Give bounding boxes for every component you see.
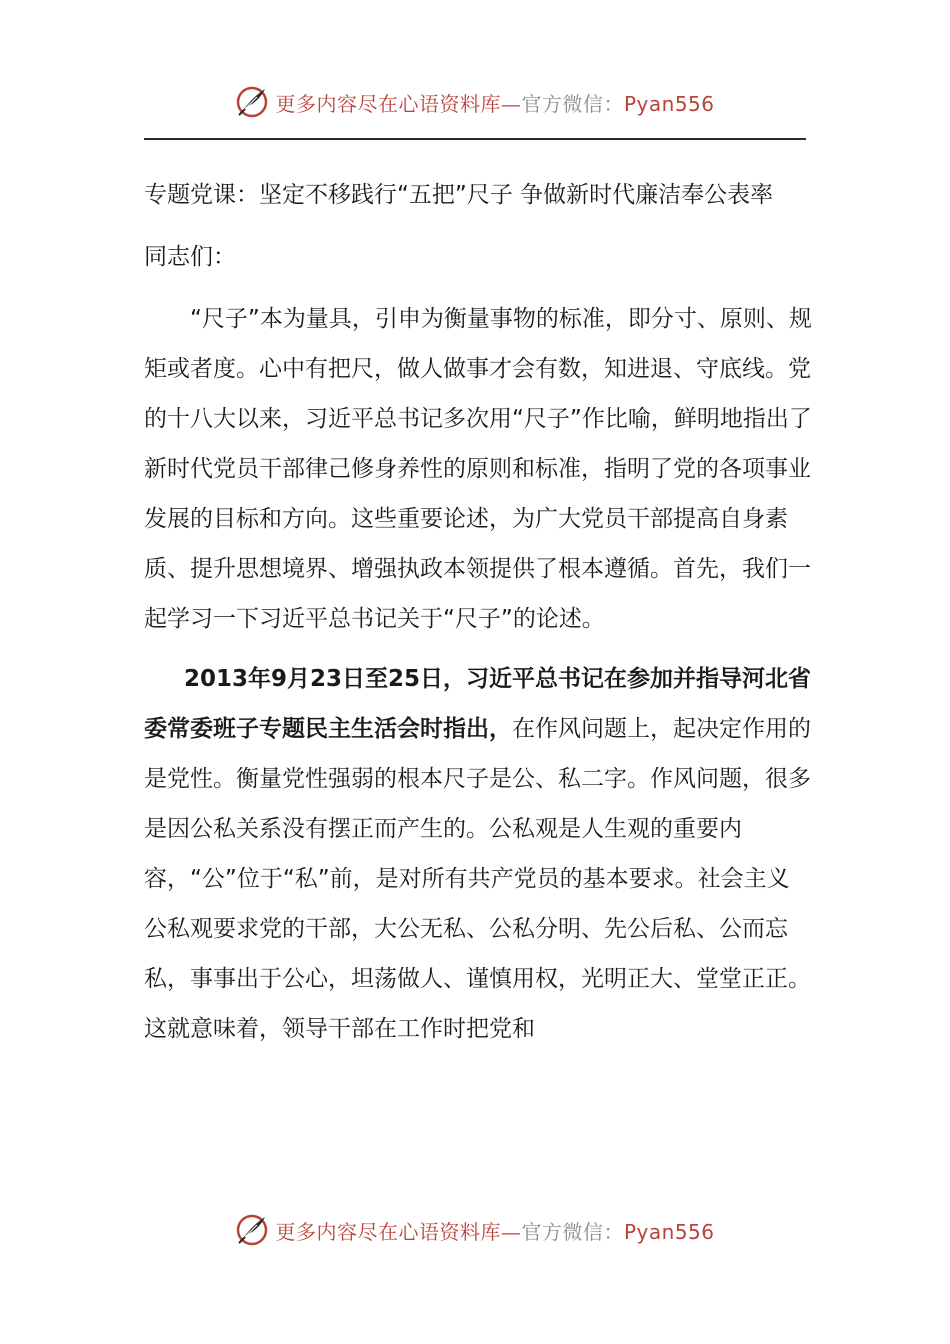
footer-banner-main: 更多内容尽在心语资料库 bbox=[275, 1219, 501, 1244]
header-banner-wechat-id: Pyan556 bbox=[623, 91, 715, 116]
header-banner bbox=[0, 80, 950, 124]
header-divider bbox=[144, 138, 806, 140]
header-banner-text bbox=[275, 88, 714, 117]
footer-banner-text bbox=[275, 1216, 714, 1245]
greeting: 同志们： bbox=[144, 244, 236, 270]
quill-logo-icon bbox=[235, 85, 269, 119]
paragraph-2 bbox=[144, 654, 812, 1054]
footer-banner-wechat-id: Pyan556 bbox=[623, 1219, 715, 1244]
footer-banner bbox=[0, 1208, 950, 1252]
document-title: 专题党课：坚定不移践行“五把”尺子 争做新时代廉洁奉公表率 bbox=[144, 182, 774, 208]
document-body bbox=[144, 170, 812, 1054]
header-banner-wechat-label: 官方微信： bbox=[521, 91, 624, 116]
footer-banner-dash: — bbox=[500, 1219, 522, 1244]
header-banner-dash: — bbox=[500, 91, 522, 116]
header-banner-main: 更多内容尽在心语资料库 bbox=[275, 91, 501, 116]
paragraph-2-lead: 2013年9月23日至25日，习近平总书记在参加并指导河北省委常委班子专题民主生活会时指出， bbox=[144, 666, 812, 742]
paragraph-1: “尺子”本为量具，引申为衡量事物的标准，即分寸、原则、规矩或者度。心中有把尺，做人做事才会有数，知进退、守底线。党的十八大以来，习近平总书记多次用“尺子”作比喻，鲜明地指出了新时代党员干部律己修身养性的原则和标准，指明了党的各项事业发展的目标和方向。这些重要论述，为广大党员干部提高自身素质、提升思想境界、增强执政本领提供了根本遵循。首先，我们一起学习一下习近平总书记关于“尺子”的论述。 bbox=[144, 306, 812, 632]
paragraph-2-body: 在作风问题上，起决定作用的是党性。衡量党性强弱的根本尺子是公、私二字。作风问题，很多是因公私关系没有摆正而产生的。公私观是人生观的重要内容，“公”位于“私”前，是对所有共产党员的基本要求。社会主义公私观要求党的干部，大公无私、公私分明、先公后私、公而忘私，事事出于公心，坦荡做人、谨慎用权，光明正大、堂堂正正。这就意味着，领导干部在工作时把党和 bbox=[144, 716, 811, 1042]
quill-logo-icon bbox=[235, 1213, 269, 1247]
footer-banner-wechat-label: 官方微信： bbox=[521, 1219, 624, 1244]
